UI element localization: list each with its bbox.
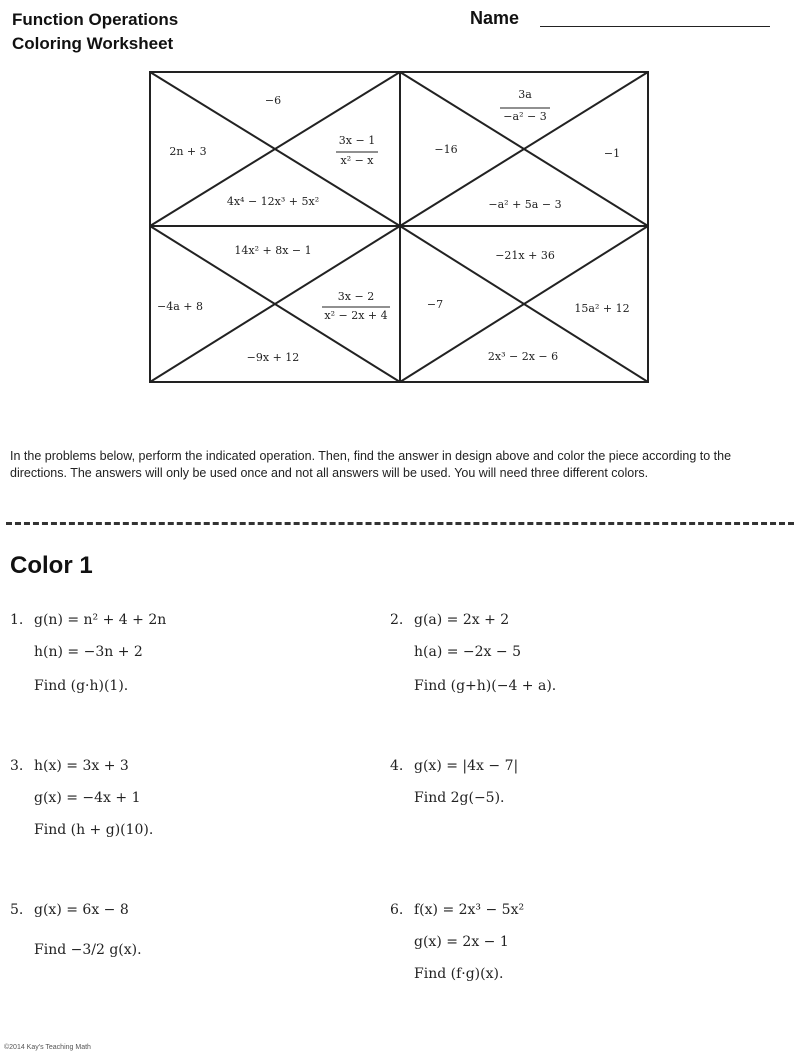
cell-top-right-left: −16 [434,143,458,156]
cell-bottom-left-left: −4a + 8 [157,300,203,313]
cell-top-right-top-den: −a² − 3 [503,110,547,123]
worksheet-title: Function Operations [12,10,179,29]
problem-line: g(a) = 2x + 2 [414,612,510,628]
problem-4 [390,758,730,818]
problem-line: g(n) = n² + 4 + 2n [34,612,167,628]
cell-bottom-left-bottom: −9x + 12 [246,351,300,364]
cell-bottom-left-top: 14x² + 8x − 1 [234,244,312,257]
cell-bottom-left-right-num: 3x − 2 [337,290,375,303]
dashed-divider [6,522,794,525]
cell-bottom-right-bottom: 2x³ − 2x − 6 [487,350,559,363]
problem-number: 5. [10,902,24,918]
problem-line: g(x) = 2x − 1 [414,934,509,950]
cell-top-left-top: −6 [264,94,282,107]
cell-bottom-right-left: −7 [426,298,444,311]
problem-number: 1. [10,612,24,628]
problem-line: h(n) = −3n + 2 [34,644,143,660]
problem-line: Find 2g(−5). [414,790,505,806]
problem-number: 6. [390,902,404,918]
problem-6 [390,902,730,992]
worksheet-subtitle: Coloring Worksheet [12,34,174,53]
problem-line: h(x) = 3x + 3 [34,758,129,774]
cell-bottom-right-top: −21x + 36 [495,249,555,262]
problem-line: Find (g+h)(−4 + a). [414,678,557,694]
problem-number: 3. [10,758,24,774]
problem-number: 2. [390,612,404,628]
problem-line: g(x) = |4x − 7| [414,758,519,774]
name-label: Name [470,8,520,28]
instructions-text: In the problems below, perform the indicated operation. Then, find the answer in design above and color the piece according to the directions. The answers will only be used once and not all answers will be used. You will need three different colors. [10,449,732,480]
cell-bottom-right-right: 15a² + 12 [574,302,630,315]
problem-line: g(x) = 6x − 8 [34,902,129,918]
coloring-design [148,70,652,384]
problem-line: f(x) = 2x³ − 5x² [414,902,525,918]
cell-top-right-bottom: −a² + 5a − 3 [488,198,562,211]
problem-2 [390,612,730,702]
problem-line: g(x) = −4x + 1 [34,790,141,806]
problem-line: h(a) = −2x − 5 [414,644,521,660]
problem-3 [10,758,350,848]
problem-5 [10,902,350,962]
problem-number: 4. [390,758,404,774]
cell-bottom-left-right-den: x² − 2x + 4 [324,309,388,322]
cell-top-right-top-num: 3a [518,88,532,101]
cell-top-left-right-den: x² − x [340,154,374,167]
cell-top-left-right-num: 3x − 1 [338,134,376,147]
cell-top-right-right: −1 [603,147,621,160]
problem-1 [10,612,350,702]
section-heading: Color 1 [10,552,93,579]
problem-line: Find (g·h)(1). [34,678,129,694]
problem-line: Find −3/2 g(x). [34,942,142,958]
problem-line: Find (h + g)(10). [34,822,154,838]
problem-line: Find (f·g)(x). [414,966,504,982]
copyright-footer: ©2014 Kay's Teaching Math [4,1044,91,1051]
cell-top-left-left: 2n + 3 [169,145,207,158]
cell-top-left-bottom: 4x⁴ − 12x³ + 5x² [226,195,320,208]
name-line [540,26,770,27]
